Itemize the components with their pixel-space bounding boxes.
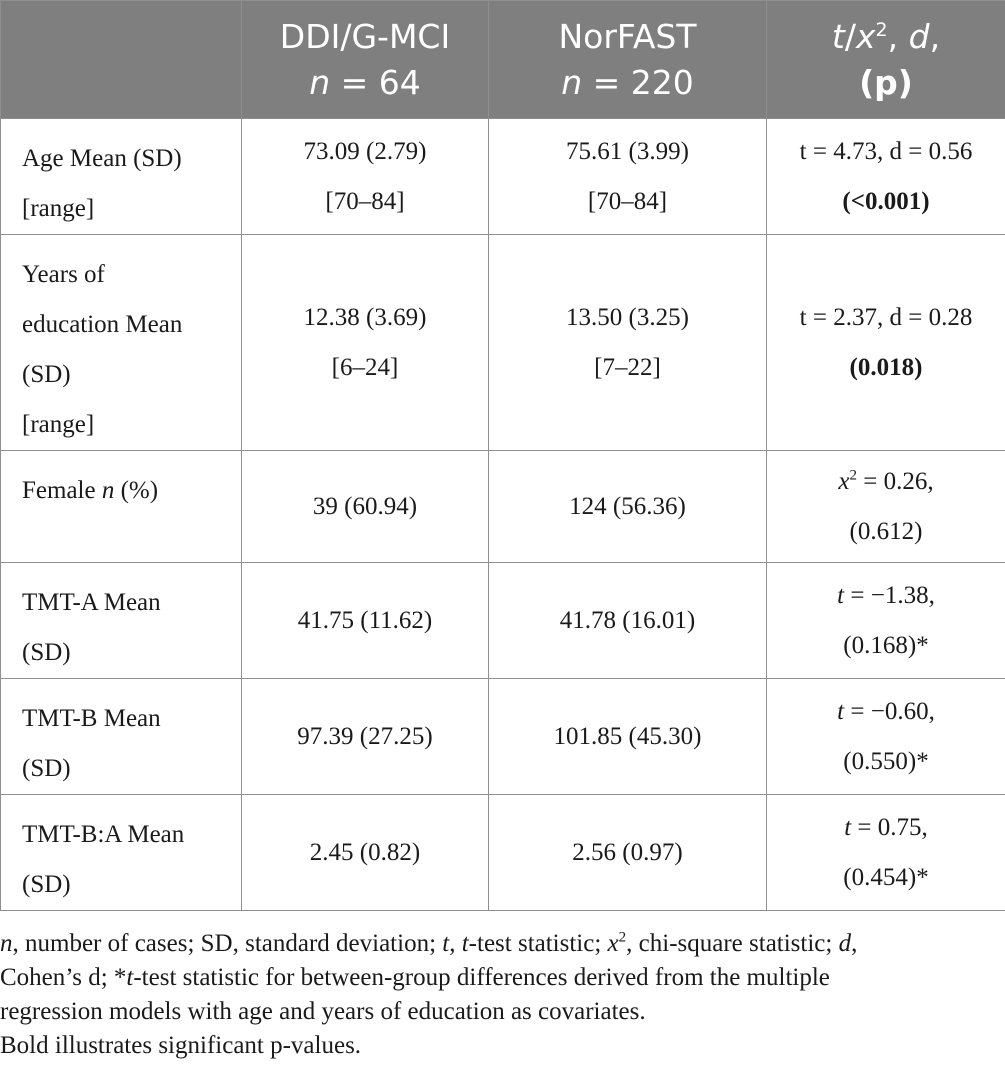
ddi-value: 2.45 (0.82) [242,795,489,911]
stat-test: t = 4.73, d = 0.56 [799,137,973,165]
row-label-line: (SD) [22,871,71,898]
table-row-tmt-a [1,563,1005,679]
header-stat-d: d [908,16,930,56]
table-row-tmt-ba [1,795,1005,911]
stat-test: = 0.26, [857,467,934,495]
footnote-t: t [126,964,134,991]
footnote-text: , chi-square statistic; [626,930,839,957]
stat-p-value: (0.168)* [843,631,929,659]
norfast-value: 124 (56.36) [489,451,767,563]
stat-p-value: (<0.001) [842,187,930,215]
footnote-d: d [838,930,852,957]
norfast-mean-sd: 13.50 (3.25) [566,303,689,331]
ddi-value [242,119,489,235]
footnote-line-4: Bold illustrates significant p-values. [0,1032,362,1059]
header-stat-p: (p) [859,62,913,102]
row-label-line: (SD) [22,639,71,666]
row-label-line: (SD) [22,755,71,782]
norfast-mean-sd: 75.61 (3.99) [566,137,689,165]
header-norfast-name: NorFAST [558,16,697,56]
norfast-value [489,119,767,235]
stat-p-value: (0.454)* [843,863,929,891]
header-norfast-n-symbol: n [561,62,583,102]
stat-p-value: (0.612) [849,517,923,545]
footnote-t: t [461,930,469,957]
row-label-line: TMT-B Mean [22,705,161,732]
table-footnote [0,927,1000,1063]
stat-t: t [844,813,852,841]
stat-p-value: (0.550)* [843,747,929,775]
stat-value [767,679,1005,795]
footnote-text: Cohen’s d; * [0,964,127,991]
header-stat-comma2: , [929,16,941,56]
stat-value [767,563,1005,679]
stat-x: x [838,467,850,495]
stat-sup: 2 [849,467,857,484]
row-label [1,563,242,679]
footnote-line-2 [0,961,1000,995]
footnote-line-1 [0,927,1000,961]
row-label-n: n [101,477,115,504]
stat-t: t [837,581,845,609]
ddi-value: 41.75 (11.62) [242,563,489,679]
header-statistic [767,1,1005,119]
row-label-line: TMT-B:A Mean [22,821,185,848]
row-label-text: (%) [114,477,159,504]
norfast-value: 2.56 (0.97) [489,795,767,911]
stat-value [767,235,1005,451]
row-label [1,119,242,235]
header-norfast-n-value: = 220 [582,62,694,102]
stat-test: = −1.38, [844,581,935,609]
footnote-text: , number of cases; SD, standard deviation; [12,930,443,957]
table-row-age [1,119,1005,235]
ddi-value: 39 (60.94) [242,451,489,563]
footnote-x: x [607,930,619,957]
footnote-n: n [0,930,13,957]
header-stat-slash: / [844,16,856,56]
header-stat-sup: 2 [875,18,888,41]
footnote-line-3: regression models with age and years of education as covariates. [0,998,646,1025]
footnote-text: , [449,930,462,957]
header-ddi-gmci [242,1,489,119]
footnote-sup: 2 [618,929,627,946]
row-label [1,235,242,451]
footnote-text: -test statistic; [468,930,608,957]
norfast-range: [7–22] [594,353,661,381]
row-label-line: [range] [22,195,95,222]
header-ddi-n-symbol: n [309,62,331,102]
row-label-line: (SD) [22,361,71,388]
footnote-text: , [851,930,858,957]
table-row-education [1,235,1005,451]
ddi-mean-sd: 12.38 (3.69) [303,303,427,331]
header-stat-x: x [856,16,876,56]
row-label-text: Female [22,477,102,504]
ddi-value [242,235,489,451]
stat-t: t [837,697,845,725]
header-empty-cell [1,1,242,119]
row-label [1,451,242,563]
header-ddi-n-value: = 64 [330,62,421,102]
footnote-t: t [442,930,450,957]
row-label-line: Years of [22,261,105,288]
norfast-value: 101.85 (45.30) [489,679,767,795]
table-row-tmt-b [1,679,1005,795]
row-label [1,679,242,795]
row-label-line: [range] [22,411,95,438]
header-ddi-name: DDI/G-MCI [279,16,451,56]
norfast-range: [70–84] [587,187,668,215]
stat-value [767,451,1005,563]
ddi-range: [70–84] [325,187,405,215]
ddi-value: 97.39 (27.25) [242,679,489,795]
stat-value [767,119,1005,235]
header-norfast [489,1,767,119]
stat-p-value: (0.018) [849,353,923,381]
table-header-row [1,1,1005,119]
row-label-line: Age Mean (SD) [22,145,182,172]
header-stat-comma: , [887,16,909,56]
table-row-female [1,451,1005,563]
norfast-value: 41.78 (16.01) [489,563,767,679]
stat-value [767,795,1005,911]
row-label-line: TMT-A Mean [22,589,161,616]
header-stat-t: t [831,16,845,56]
stat-test: t = 2.37, d = 0.28 [799,303,973,331]
row-label-line: education Mean [22,311,183,338]
footnote-text: -test statistic for between-group differences derived from the multiple [133,964,830,991]
stat-test: = 0.75, [851,813,928,841]
ddi-range: [6–24] [331,353,399,381]
ddi-mean-sd: 73.09 (2.79) [303,137,427,165]
stat-test: = −0.60, [844,697,935,725]
row-label [1,795,242,911]
norfast-value [489,235,767,451]
